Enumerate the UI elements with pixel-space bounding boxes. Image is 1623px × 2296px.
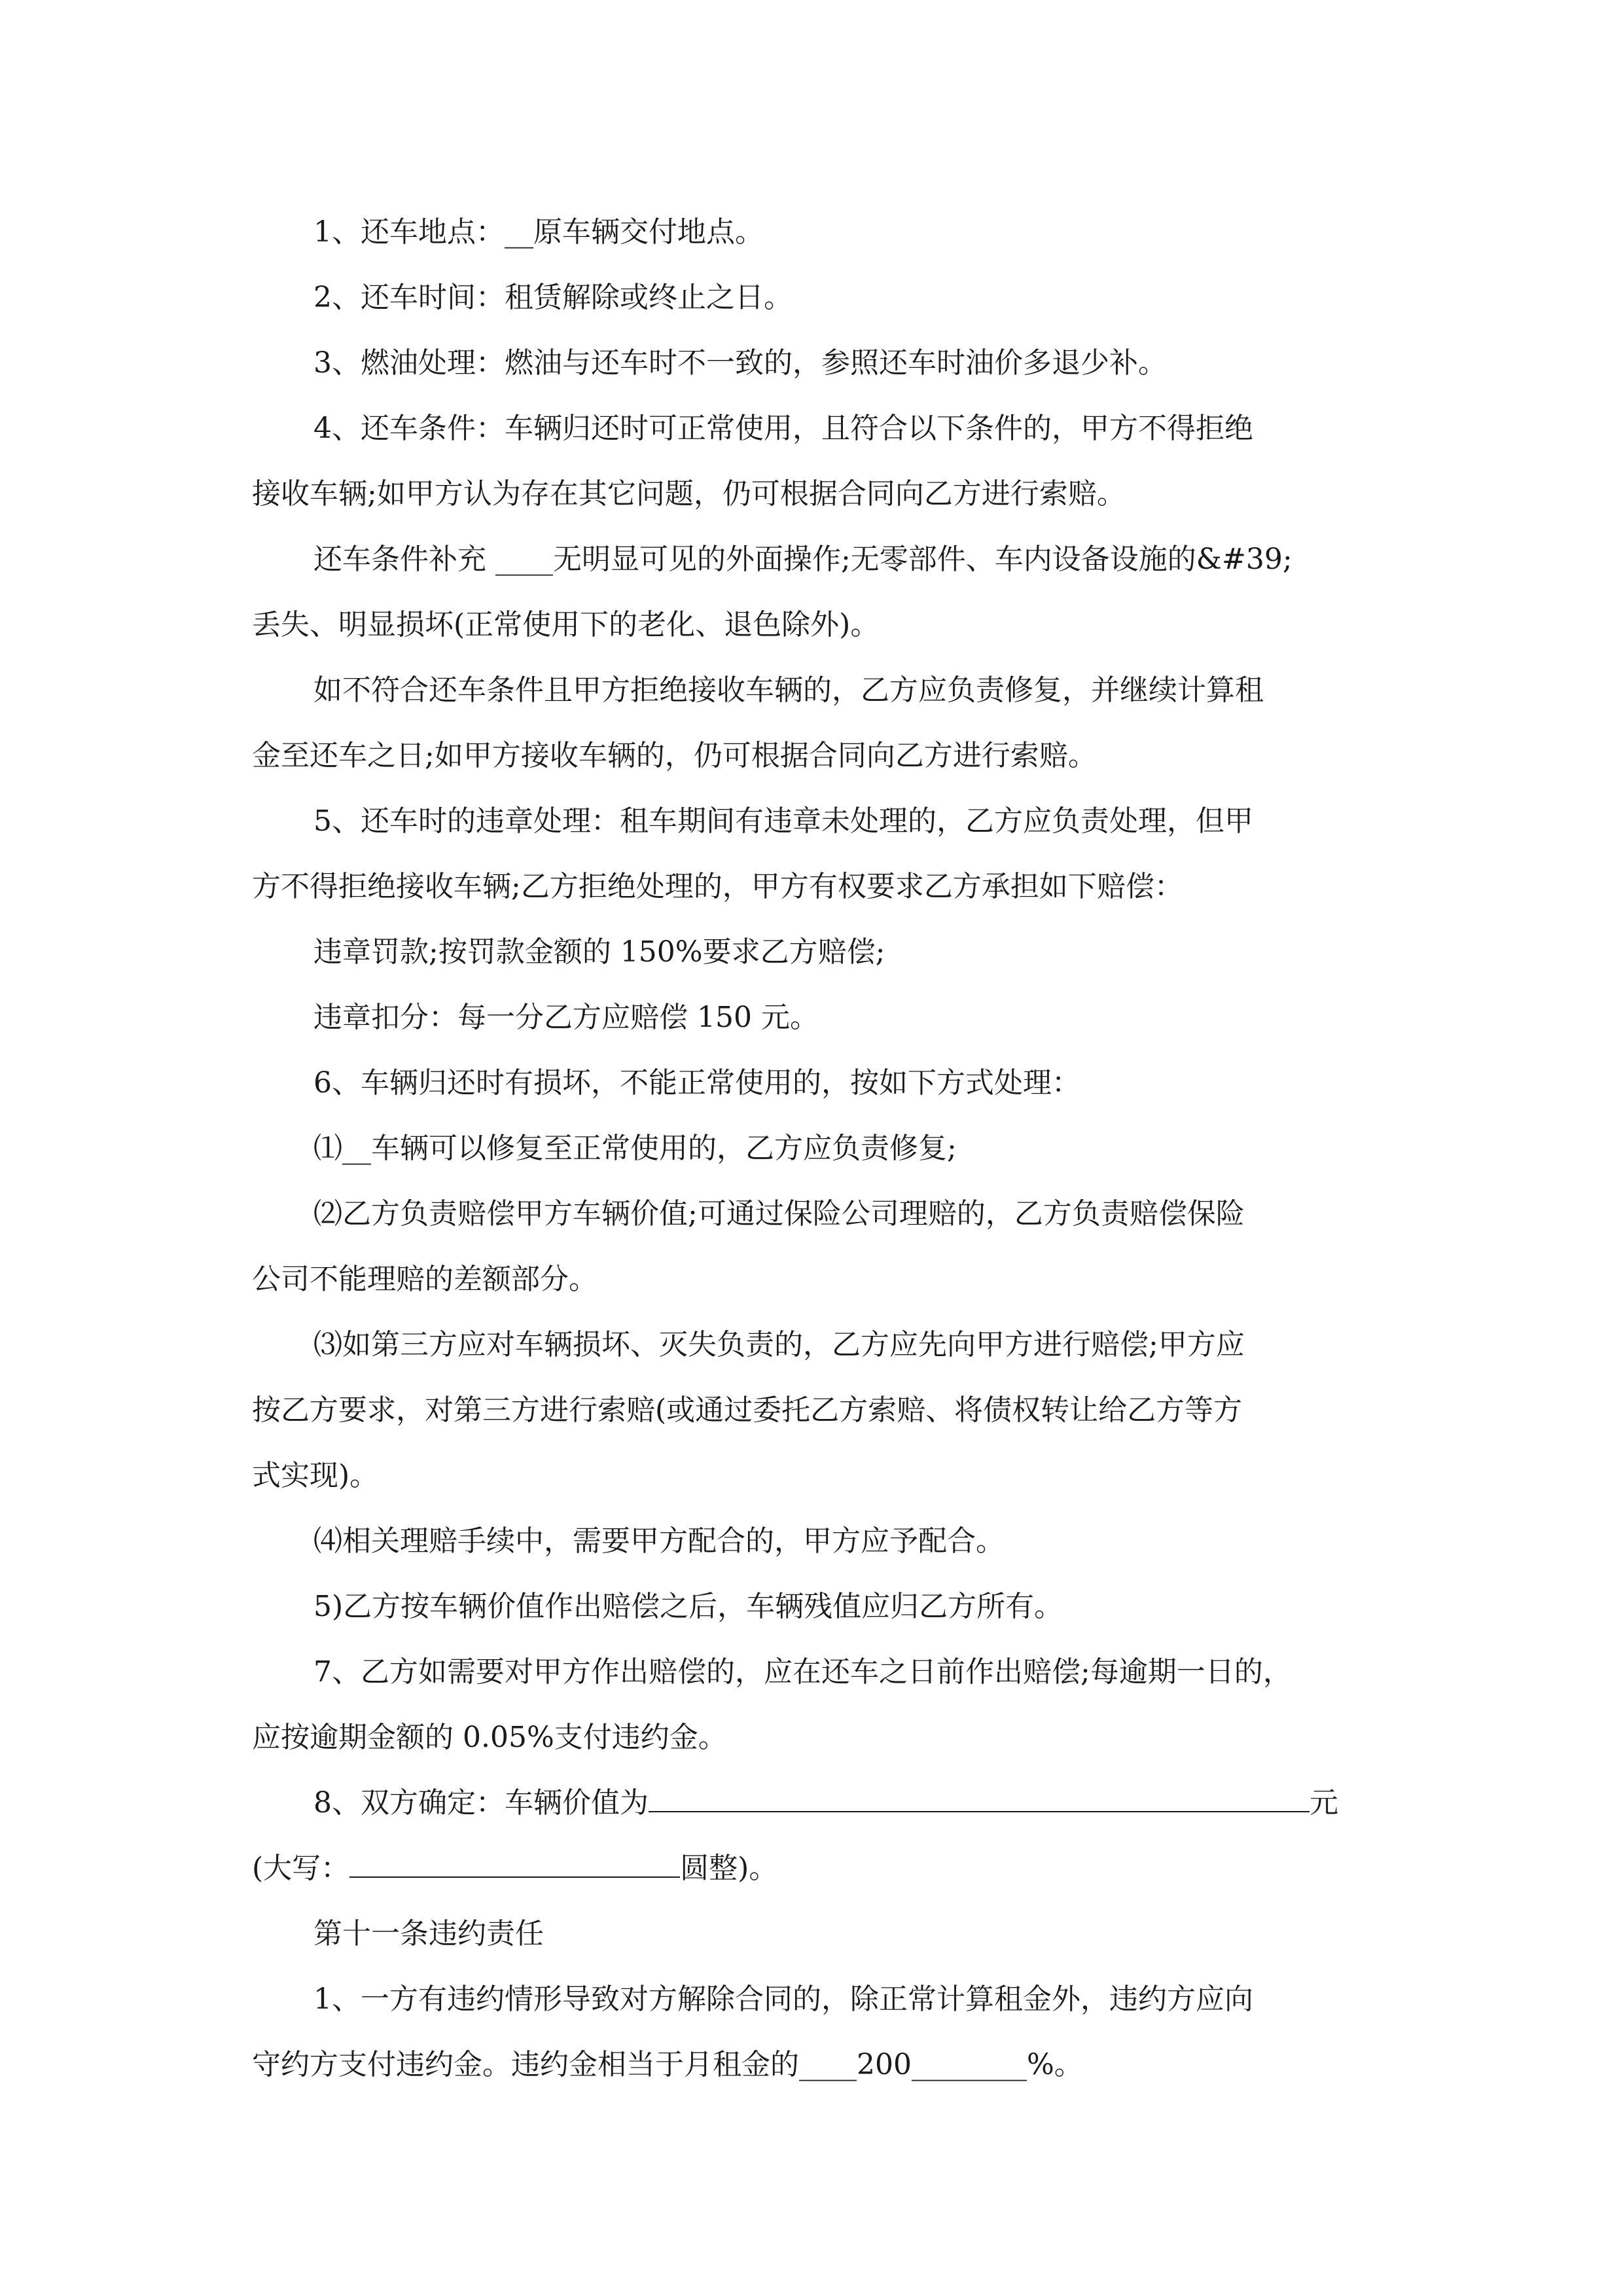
paragraph-item-1	[252, 1116, 1378, 1181]
vehicle-value-blank	[649, 1781, 1310, 1812]
vehicle-value-uppercase-blank	[349, 1846, 680, 1878]
vehicle-value-label: 8、双方确定：车辆价值为	[313, 1786, 649, 1820]
paragraph-return-location	[252, 200, 1378, 265]
article-title-text: 第十一条违约责任	[313, 1917, 544, 1950]
paragraph-compensation-deadline	[252, 1640, 1378, 1770]
paragraph-text: 金至还车之日;如甲方接收车辆的，仍可根据合同向乙方进行索赔。	[252, 739, 1097, 772]
paragraph-text: 按乙方要求，对第三方进行索赔(或通过委托乙方索赔、将债权转让给乙方等方	[252, 1393, 1243, 1427]
paragraph-fuel	[252, 331, 1378, 396]
paragraph-text: ⑶如第三方应对车辆损坏、灭失负责的，乙方应先向甲方进行赔偿;甲方应	[313, 1328, 1245, 1361]
paragraph-text: ⑷相关理赔手续中，需要甲方配合的，甲方应予配合。	[313, 1524, 1005, 1558]
penalty-percent-sign: %。	[1026, 2048, 1083, 2081]
paragraph-text: 6、车辆归还时有损坏，不能正常使用的，按如下方式处理：	[313, 1066, 1080, 1100]
penalty-gap-1: ____	[799, 2048, 857, 2081]
paragraph-points	[252, 985, 1378, 1050]
paragraph-violations	[252, 789, 1378, 920]
paragraph-text: 丢失、明显损坏(正常使用下的老化、退色除外)。	[252, 608, 880, 641]
paragraph-text: 守约方支付违约金。违约金相当于月租金的	[252, 2048, 799, 2081]
vehicle-value-uppercase-suffix: 圆整)。	[680, 1852, 778, 1885]
paragraph-breach-penalty	[252, 1967, 1378, 2098]
paragraph-text: 接收车辆;如甲方认为存在其它问题，仍可根据合同向乙方进行索赔。	[252, 477, 1126, 511]
paragraph-text: 还车条件补充 ____无明显可见的外面操作;无零部件、车内设备设施的&#39;	[313, 543, 1293, 576]
paragraph-damage	[252, 1050, 1378, 1116]
paragraph-text: 式实现)。	[252, 1459, 379, 1492]
penalty-gap-2: ________	[911, 2048, 1027, 2081]
paragraph-conditions-supplement	[252, 527, 1378, 658]
paragraph-text: 公司不能理赔的差额部分。	[252, 1263, 597, 1296]
paragraph-text: 如不符合还车条件且甲方拒绝接收车辆的，乙方应负责修复，并继续计算租	[313, 673, 1264, 707]
paragraph-text: 3、燃油处理：燃油与还车时不一致的，参照还车时油价多退少补。	[313, 346, 1167, 380]
paragraph-text: 违章罚款;按罚款金额的 150%要求乙方赔偿;	[313, 935, 885, 969]
paragraph-text: ⑴__车辆可以修复至正常使用的，乙方应负责修复;	[313, 1132, 957, 1165]
paragraph-return-conditions	[252, 396, 1378, 527]
paragraph-text: 应按逾期金额的 0.05%支付违约金。	[252, 1721, 727, 1754]
penalty-percent-value: 200	[857, 2048, 912, 2081]
paragraph-text: 5、还车时的违章处理：租车期间有违章未处理的，乙方应负责处理，但甲	[313, 804, 1253, 838]
paragraph-return-time	[252, 265, 1378, 331]
vehicle-value-unit: 元	[1310, 1786, 1338, 1820]
paragraph-item-5	[252, 1574, 1378, 1640]
article-title	[252, 1901, 1378, 1967]
paragraph-text: ⑵乙方负责赔偿甲方车辆价值;可通过保险公司理赔的，乙方负责赔偿保险	[313, 1197, 1245, 1230]
paragraph-text: 2、还车时间：租赁解除或终止之日。	[313, 281, 793, 314]
paragraph-text: 违章扣分：每一分乙方应赔偿 150 元。	[313, 1001, 819, 1034]
paragraph-item-3	[252, 1312, 1378, 1509]
paragraph-text: 1、一方有违约情形导致对方解除合同的，除正常计算租金外，违约方应向	[313, 1982, 1253, 2016]
paragraph-text: 7、乙方如需要对甲方作出赔偿的，应在还车之日前作出赔偿;每逾期一日的，	[313, 1655, 1292, 1689]
paragraph-text: 方不得拒绝接收车辆;乙方拒绝处理的，甲方有权要求乙方承担如下赔偿：	[252, 870, 1183, 903]
paragraph-nonconforming	[252, 658, 1378, 789]
vehicle-value-uppercase-label: (大写：	[252, 1852, 350, 1885]
paragraph-fines	[252, 920, 1378, 985]
paragraph-text: 5)乙方按车辆价值作出赔偿之后，车辆残值应归乙方所有。	[313, 1590, 1063, 1623]
paragraph-item-4	[252, 1509, 1378, 1574]
paragraph-item-2	[252, 1181, 1378, 1312]
paragraph-text: 1、还车地点：__原车辆交付地点。	[313, 215, 764, 249]
paragraph-vehicle-value	[252, 1770, 1378, 1901]
paragraph-text: 4、还车条件：车辆归还时可正常使用，且符合以下条件的，甲方不得拒绝	[313, 412, 1253, 445]
